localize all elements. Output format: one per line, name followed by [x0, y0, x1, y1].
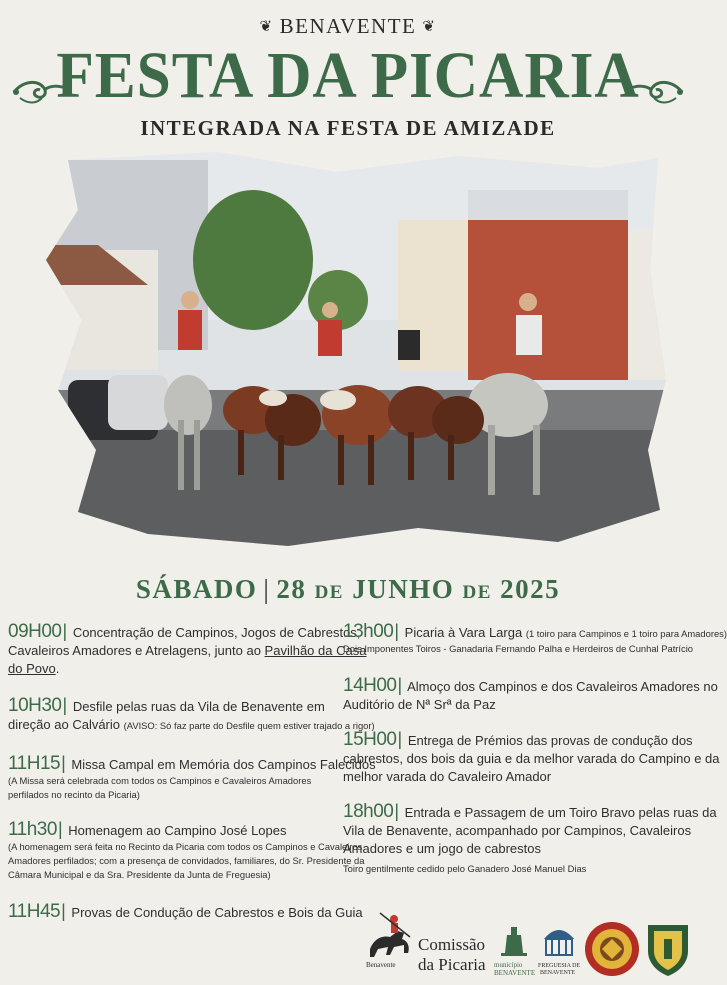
kicker-text: BENAVENTE [279, 14, 417, 38]
schedule-text: Concentração de Campinos, Jogos de Cabrestos, [72, 625, 361, 640]
schedule-item: 14H00| Almoço dos Campinos e dos Cavaleiros Amadores no Auditório de Nª Srª da Paz [343, 675, 718, 712]
schedule-time: 18h00 [343, 801, 394, 822]
schedule-time: 09H00 [8, 621, 62, 642]
comissao-small-text: Benavente [366, 961, 396, 969]
municipio-text2: BENAVENTE [494, 969, 536, 977]
leaf-ornament-icon: ❦ [259, 19, 274, 35]
schedule-text: Amadores e um jogo de cabrestos [343, 841, 541, 856]
schedule-text: cabrestos, dos bois da guia e da melhor varada do Campino e da [343, 751, 720, 766]
schedule-link-text: do Povo [8, 661, 56, 676]
municipio-logo-icon [497, 923, 531, 959]
schedule-text: Vila de Benavente, acompanhado por Campinos, Cavaleiros [343, 823, 692, 838]
date-day: SÁBADO [135, 574, 258, 604]
schedule-item: 18h00| Entrada e Passagem de um Toiro Bravo pelas ruas da Vila de Benavente, acompanhado por Campinos, Cavaleiros Amadores e um jogo de cabrestos Toiro gentilmente cedido pelo Ganadero José Manuel Dias [343, 801, 717, 874]
schedule-note: Câmara Municipal e da Sra. Presidente da Junta de Freguesia) [8, 869, 271, 880]
schedule-text: Entrada e Passagem de um Toiro Bravo pelas ruas da [404, 805, 717, 820]
schedule-time: 11H15 [8, 753, 61, 774]
comissao-line2: da Picaria [418, 955, 486, 974]
schedule-link-text: Pavilhão da Casa [264, 643, 367, 658]
schedule-note: perfilados no recinto da Picaria) [8, 789, 140, 800]
horse-rider-logo-icon [364, 909, 418, 961]
page-subtitle: INTEGRADA NA FESTA DE AMIZADE [140, 116, 556, 140]
schedule-text: Picaria à Vara Larga [404, 625, 523, 640]
schedule-text: Provas de Condução de Cabrestos e Bois da Guia [71, 905, 363, 920]
schedule-text: Entrega de Prémios das provas de condução dos [407, 733, 693, 748]
schedule-item: 13h00| Picaria à Vara Larga (1 toiro para Campinos e 1 toiro para Amadores) Dois Imponentes Toiros - Ganadaria Fernando Palha e Herdeiros de Cunhal Patrício [343, 621, 727, 654]
schedule-note: (AVISO: Só faz parte do Desfile quem estiver trajado a rigor) [123, 720, 375, 731]
schedule-text: Missa Campal em Memória dos Campinos Falecidos [71, 757, 376, 772]
club-crest-icon [646, 921, 690, 977]
schedule-text: melhor varada do Cavaleiro Amador [343, 769, 552, 784]
schedule-note: (1 toiro para Campinos e 1 toiro para Amadores) [525, 628, 727, 639]
schedule-time: 13h00 [343, 621, 394, 642]
comissao-line1: Comissão [418, 935, 486, 954]
schedule-time: 11h30 [8, 819, 57, 840]
schedule-text: . [55, 661, 60, 676]
schedule-item: 11H45| Provas de Condução de Cabrestos e Bois da Guia [8, 901, 363, 922]
schedule-item: 15H00| Entrega de Prémios das provas de condução dos cabrestos, dos bois da guia e da melhor varada do Campino e da melhor varada do Cavaleiro Amador [343, 729, 720, 784]
schedule-note: (A homenagem será feita no Recinto da Picaria com todos os Campinos e Cavaleiros [8, 841, 363, 852]
schedule-note: Amadores perfilados; com a presença de convidados, familiares, do Sr. Presidente da [8, 855, 365, 866]
freguesia-text2: BENAVENTE [540, 970, 576, 976]
schedule-item: 11H15| Missa Campal em Memória dos Campinos Falecidos (A Missa será celebrada com todos os Campinos e Cavaleiros Amadores perfilados no recinto da Picaria) [8, 753, 376, 800]
date-de: DE [314, 582, 344, 603]
schedule-note: (A Missa será celebrada com todos os Campinos e Cavaleiros Amadores [8, 775, 312, 786]
leaf-ornament-icon: ❦ [422, 19, 437, 35]
date-year: 2025 [500, 574, 561, 604]
freguesia-text: FREGUESIA DE [538, 963, 581, 969]
schedule-note: Dois Imponentes Toiros - Ganadaria Fernando Palha e Herdeiros de Cunhal Patrício [343, 643, 694, 654]
date-separator: | [263, 574, 271, 604]
sponsor-logos [360, 905, 696, 983]
schedule-text: Desfile pelas ruas da Vila de Benavente em [72, 699, 325, 714]
municipio-text: município [494, 961, 523, 969]
schedule-note: Toiro gentilmente cedido pelo Ganadero José Manuel Dias [343, 863, 587, 874]
schedule-text: Cavaleiros Amadores e Atrelagens, junto ao [8, 643, 265, 658]
schedule-time: 11H45 [8, 901, 61, 922]
parade-photo [38, 150, 668, 550]
date-de: DE [462, 582, 492, 603]
date-month: JUNHO [352, 574, 455, 604]
schedule-text: Auditório de Nª Srª da Paz [343, 697, 496, 712]
association-seal-icon [584, 921, 640, 977]
freguesia-logo-icon [540, 919, 578, 961]
event-date [0, 574, 696, 605]
kicker [0, 14, 696, 39]
schedule-time: 14H00 [343, 675, 397, 696]
date-number: 28 [276, 574, 307, 604]
schedule-item: 09H00| Concentração de Campinos, Jogos de Cabrestos, Cavaleiros Amadores e Atrelagens, junto ao Pavilhão da Casa do Povo. [8, 621, 367, 676]
schedule-text: direção ao Calvário [8, 717, 121, 732]
schedule-text: Homenagem ao Campino José Lopes [68, 823, 287, 838]
schedule-item: 10H30| Desfile pelas ruas da Vila de Benavente em direção ao Calvário (AVISO: Só faz parte do Desfile quem estiver trajado a rigor) [8, 695, 375, 732]
page-title: FESTA DA PICARIA [56, 39, 640, 112]
schedule-time: 15H00 [343, 729, 397, 750]
schedule-time: 10H30 [8, 695, 62, 716]
schedule-item: 11h30| Homenagem ao Campino José Lopes (A homenagem será feita no Recinto da Picaria com todos os Campinos e Cavaleiros Amadores perfilados; com a presença de convidados, familiares, do Sr. Presidente da Câmara Municipal e da Sra. Presidente da Junta de Freguesia) [8, 819, 365, 880]
schedule-text: Almoço dos Campinos e dos Cavaleiros Amadores no [407, 679, 718, 694]
